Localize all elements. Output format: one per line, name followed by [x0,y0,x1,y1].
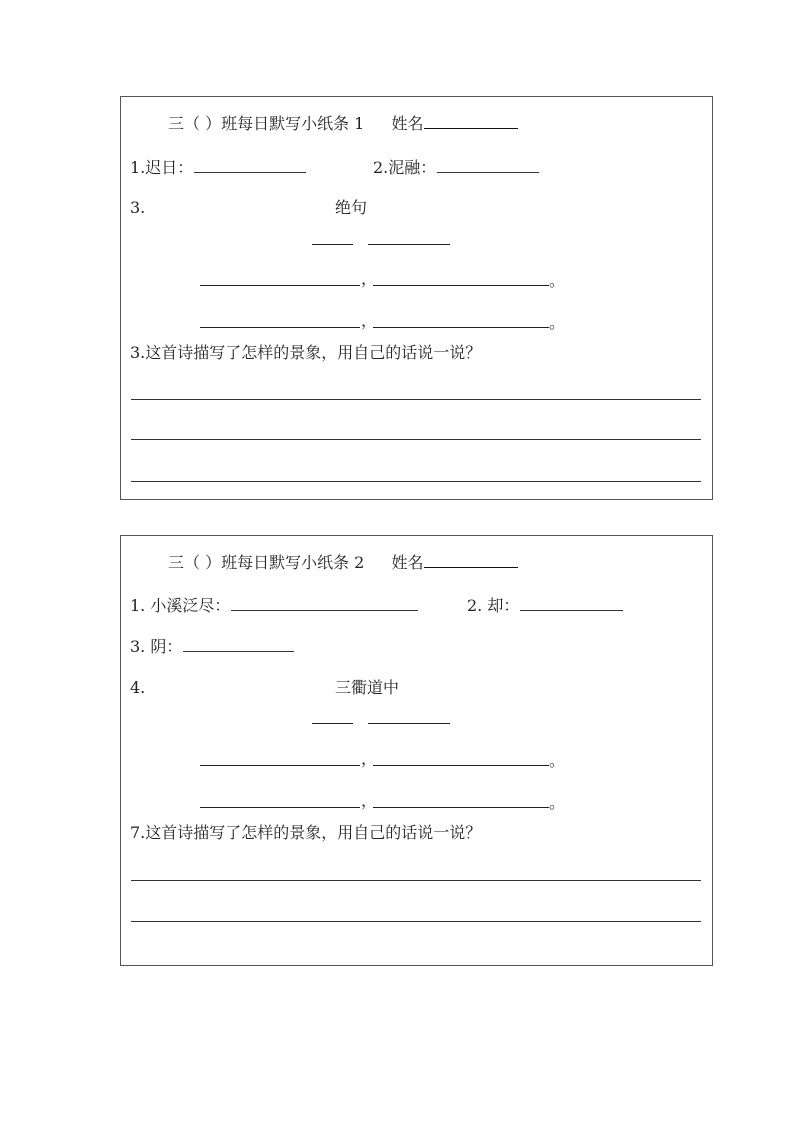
question-1-blank[interactable] [231,595,418,611]
question-3-label: 3. 阴： [130,637,183,656]
answer-line-1[interactable] [131,399,701,400]
question-1-label: 1. 小溪泛尽： [130,596,231,615]
dynasty-blank[interactable] [312,244,353,245]
question-3-blank[interactable] [183,636,294,652]
poem-line-2-second-blank[interactable] [373,807,549,808]
dictation-card-2 [120,535,713,966]
poem-line-2-first-blank[interactable] [200,807,360,808]
period: 。 [549,271,566,290]
answer-line-1[interactable] [131,880,701,881]
description-question: 3.这首诗描写了怎样的景象，用自己的话说一说？ [130,343,482,362]
question-1 [130,157,306,178]
name-blank[interactable] [424,552,518,568]
card-header [168,552,518,573]
answer-line-3[interactable] [131,481,701,482]
answer-line-2[interactable] [131,439,701,440]
poem-number: 4. [130,678,146,697]
poem-line-1-first-blank[interactable] [200,765,360,766]
period: 。 [549,751,566,770]
dynasty-blank[interactable] [312,723,353,724]
author-blank[interactable] [368,244,450,245]
poem-line-1-second-blank[interactable] [373,285,549,286]
question-2-blank[interactable] [520,595,623,611]
card-title: 三（ ）班每日默写小纸条 1 [168,114,365,133]
poem-title: 绝句 [335,198,368,217]
answer-line-2[interactable] [131,921,701,922]
poem-line-2-second-blank[interactable] [373,327,549,328]
question-1 [130,595,418,616]
question-2-label: 2. 却： [467,596,520,615]
question-2 [467,595,623,616]
comma: ， [361,791,378,810]
poem-line-1-first-blank[interactable] [200,285,360,286]
question-2 [373,157,539,178]
question-2-blank[interactable] [437,157,539,173]
poem-line-1-second-blank[interactable] [373,765,549,766]
comma: ， [361,749,378,768]
question-3 [130,636,294,657]
poem-number: 3. [130,198,146,217]
name-blank[interactable] [424,113,518,129]
period: 。 [549,793,566,812]
period: 。 [549,313,566,332]
author-blank[interactable] [368,723,450,724]
comma: ， [361,311,378,330]
card-title: 三（ ）班每日默写小纸条 2 [168,553,365,572]
poem-title: 三衢道中 [335,678,400,697]
dictation-card-1 [120,96,713,500]
comma: ， [361,269,378,288]
card-header [168,113,518,134]
description-question: 7.这首诗描写了怎样的景象，用自己的话说一说？ [130,823,482,842]
name-label: 姓名 [391,553,424,572]
name-label: 姓名 [391,114,424,133]
question-1-blank[interactable] [194,157,306,173]
question-1-label: 1.迟日： [130,158,194,177]
poem-line-2-first-blank[interactable] [200,327,360,328]
question-2-label: 2.泥融： [373,158,437,177]
